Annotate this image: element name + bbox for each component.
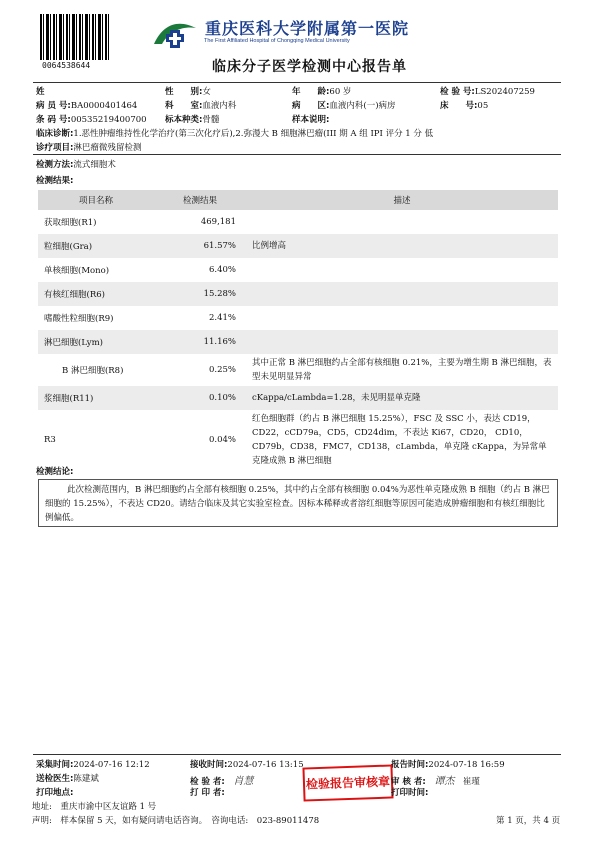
collect-time: 采集时间:2024-07-16 12:12 bbox=[36, 760, 150, 770]
dept-field: 科 室:血液内科 bbox=[165, 101, 237, 111]
results-table bbox=[38, 190, 558, 470]
row-result: 0.04% bbox=[208, 435, 236, 445]
hospital-name: 重庆医科大学附属第一医院 bbox=[205, 19, 410, 38]
print-time: 打印时间: bbox=[391, 788, 429, 798]
row-desc bbox=[246, 282, 558, 306]
row-result: 6.40% bbox=[208, 265, 236, 275]
row-name: 嗜酸性粒细胞(R9) bbox=[44, 314, 114, 324]
sender-doctor: 送检医生:陈建斌 bbox=[36, 774, 99, 784]
row-result: 61.57% bbox=[154, 234, 246, 258]
tester: 检 验 者: 肖慧 bbox=[190, 776, 254, 787]
conclusion-heading: 检测结论: bbox=[36, 467, 74, 477]
barcode bbox=[40, 14, 110, 60]
row-desc bbox=[246, 330, 558, 354]
project-field: 诊疗项目:淋巴瘤微残留检测 bbox=[36, 143, 142, 153]
age-field: 年 龄:60 岁 bbox=[292, 87, 352, 97]
patient-no-field: 病 员 号:BA0000401464 bbox=[36, 101, 138, 111]
page-number: 第 1 页，共 4 页 bbox=[496, 816, 561, 826]
conclusion-text: 此次检测范围内，B 淋巴细胞约占全部有核细胞 0.25%，其中约占全部有核细胞 0.04%为恶性单克隆成熟 B 细胞（约占 B 淋巴细胞的 15.25%），不表达 CD20。请结合临床及其它实验室检查。因标本稀释或者溶红细胞等原因可能造成肿瘤细胞和有核红细胞比例偏低。 bbox=[38, 479, 558, 527]
row-desc bbox=[246, 210, 558, 234]
table-row bbox=[38, 386, 558, 410]
bed-field: 床 号:05 bbox=[440, 101, 489, 111]
diagnosis-field: 临床诊断:1.恶性肿瘤维持性化学治疗(第三次化疗后),2.弥漫大 B 细胞淋巴瘤(III 期 A 组 IPI 评分 1 分 低 bbox=[36, 129, 434, 139]
table-row bbox=[38, 330, 558, 354]
row-result: 0.10% bbox=[154, 386, 246, 410]
row-result: 2.41% bbox=[208, 313, 236, 323]
table-row bbox=[38, 306, 558, 330]
hospital-logo-icon bbox=[150, 14, 200, 52]
statement: 声明: 样本保留 5 天，如有疑问请电话咨询。 咨询电话: 023-89011478 bbox=[32, 816, 320, 826]
divider bbox=[33, 754, 561, 755]
table-row bbox=[38, 258, 558, 282]
row-name: 淋巴细胞(Lym) bbox=[38, 330, 154, 354]
row-desc: 其中正常 B 淋巴细胞约占全部有核细胞 0.21%，主要为增生期 B 淋巴细胞，表型未见明显异常 bbox=[252, 358, 552, 382]
row-result: 469,181 bbox=[200, 217, 236, 227]
divider bbox=[33, 82, 561, 83]
table-row bbox=[38, 210, 558, 234]
reviewer: 审 核 者: 谭杰 崔瑾 bbox=[391, 776, 480, 787]
divider bbox=[33, 154, 561, 155]
row-result: 11.16% bbox=[154, 330, 246, 354]
row-name: B 淋巴细胞(R8) bbox=[62, 366, 124, 376]
row-name: 粒细胞(Gra) bbox=[38, 234, 154, 258]
col-header-desc: 描述 bbox=[246, 190, 558, 210]
table-row bbox=[38, 410, 558, 470]
row-desc: 红色细胞群（约占 B 淋巴细胞 15.25%），FSC 及 SSC 小，表达 CD19，CD22，cCD79a，CD5，CD24dim，不表达 Ki67，CD20， CD10，CD79b，CD38，FMC7，CD138，cLambda，单克隆 cKappa，为异常单克隆成熟 B 淋巴细胞 bbox=[252, 414, 547, 466]
hospital-name-en: The First Affiliated Hospital of Chongqing Medical University bbox=[204, 38, 350, 44]
col-header-result: 检测结果 bbox=[154, 190, 246, 210]
row-result: 15.28% bbox=[154, 282, 246, 306]
receive-time: 接收时间:2024-07-16 13:15 bbox=[190, 760, 304, 770]
row-name: 有核红细胞(R6) bbox=[38, 282, 154, 306]
results-heading: 检测结果: bbox=[36, 176, 74, 186]
address: 地址: 重庆市渝中区友谊路 1 号 bbox=[32, 802, 157, 812]
ward-field: 病 区:血液内科(一)病房 bbox=[292, 101, 396, 111]
report-time: 报告时间:2024-07-18 16:59 bbox=[391, 760, 505, 770]
print-place: 打印地点: bbox=[36, 788, 74, 798]
row-name: 单核细胞(Mono) bbox=[44, 266, 110, 276]
test-no-field: 检 验 号:LS202407259 bbox=[440, 87, 535, 97]
printer: 打 印 者: bbox=[190, 788, 225, 798]
review-stamp: 检验报告审核章 bbox=[302, 764, 393, 801]
row-name: R3 bbox=[44, 435, 56, 445]
name-field: 姓 bbox=[36, 87, 45, 97]
specimen-field: 标本种类:骨髓 bbox=[165, 115, 220, 125]
row-desc bbox=[246, 258, 558, 282]
method-field: 检测方法:流式细胞术 bbox=[36, 160, 116, 170]
row-desc bbox=[246, 306, 558, 330]
row-result: 0.25% bbox=[208, 365, 236, 375]
barcode-field: 条 码 号:00535219400700 bbox=[36, 115, 147, 125]
report-title: 临床分子医学检测中心报告单 bbox=[212, 59, 407, 75]
table-row bbox=[38, 234, 558, 258]
table-row bbox=[38, 354, 558, 386]
row-desc: 比例增高 bbox=[246, 234, 558, 258]
specimen-note-field: 样本说明: bbox=[292, 115, 330, 125]
barcode-number: 0064538644 bbox=[42, 61, 91, 70]
sex-field: 性 别:女 bbox=[165, 87, 211, 97]
row-name: 浆细胞(R11) bbox=[38, 386, 154, 410]
row-desc: cKappa/cLambda=1.28，未见明显单克隆 bbox=[246, 386, 558, 410]
row-name: 获取细胞(R1) bbox=[44, 218, 97, 228]
table-row bbox=[38, 282, 558, 306]
col-header-name: 项目名称 bbox=[38, 190, 154, 210]
